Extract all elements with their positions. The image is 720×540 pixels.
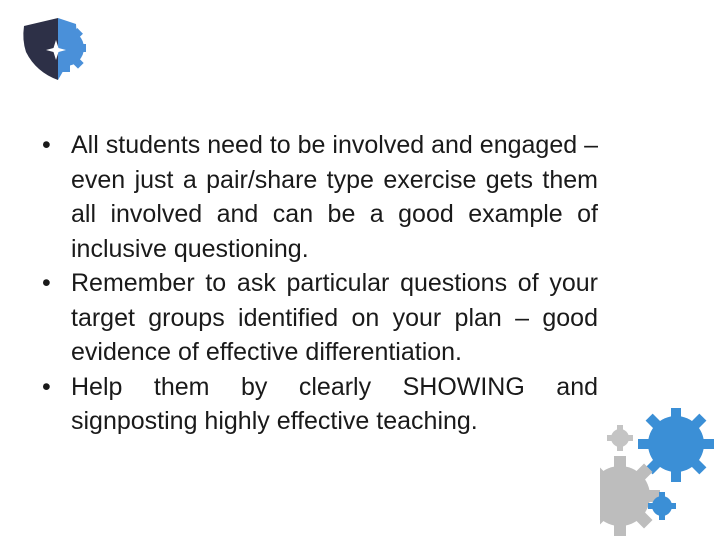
bullet-item-2: [42, 266, 598, 370]
slide-body: [42, 128, 598, 439]
bullet-item-1: [42, 128, 598, 266]
bullet-text: Remember to ask particular questions of your target groups identified on your plan – good evidence of effective differentiation.: [71, 269, 598, 366]
bullet-dot: •: [42, 131, 51, 159]
shield-logo-icon: [18, 14, 86, 86]
bullet-text: Help them by clearly SHOWING and signposting highly effective teaching.: [71, 372, 598, 435]
bullet-item-3: [42, 370, 598, 439]
gears-icon: [600, 408, 720, 540]
bullet-dot: •: [42, 269, 51, 297]
bullet-dot: •: [42, 372, 51, 401]
bullet-text: All students need to be involved and engaged – even just a pair/share type exercise gets them all involved and can be a good example of inclusive questioning.: [71, 131, 598, 263]
bullet-list: [42, 128, 598, 439]
